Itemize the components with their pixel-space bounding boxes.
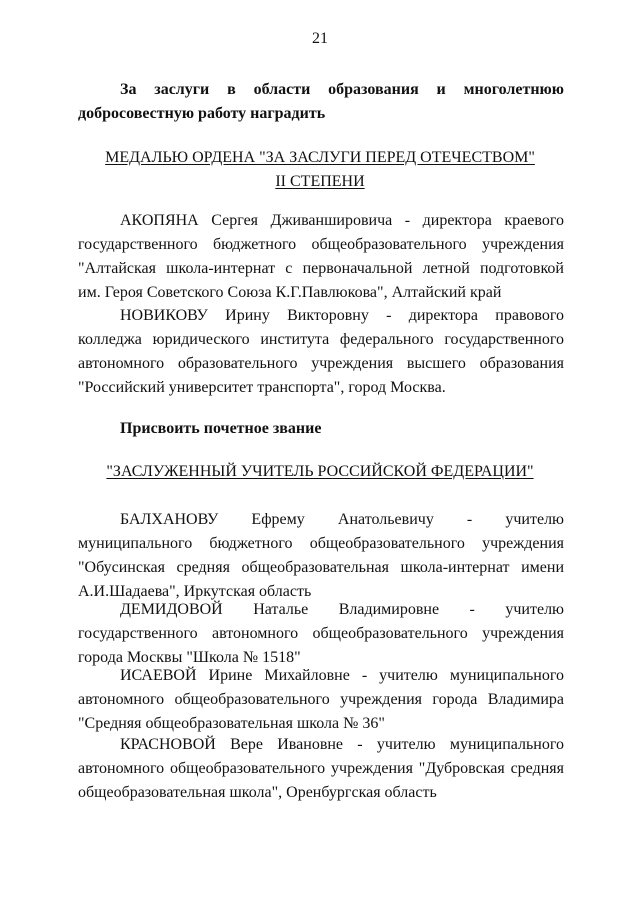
awardee-line: колледжа юридического института федерального государственного [78,331,564,348]
awardee-line: муниципального бюджетного общеобразовательного учреждения [78,535,564,552]
awardee-line: БАЛХАНОВУ Ефрему Анатольевичу - учителю [120,511,564,528]
awardee-line: ИСАЕВОЙ Ирине Михайловне - учителю муниципального [120,667,564,684]
awardee-line: ДЕМИДОВОЙ Наталье Владимировне - учителю [120,601,564,618]
medal-awardee [78,304,564,400]
title-awardee [78,598,564,670]
medal-awardee [78,209,564,305]
awardee-line: КРАСНОВОЙ Вере Ивановне - учителю муниципального [120,736,564,753]
awardee-line: "Средняя общеобразовательная школа № 36" [78,715,385,732]
awardee-line: "Обусинская средняя общеобразовательная школа-интернат имени [78,559,564,576]
awardee-line: общеобразовательная школа", Оренбургская область [78,784,437,801]
medal-heading-line2: II СТЕПЕНИ [275,173,365,190]
awardee-line: государственного автономного общеобразовательного учреждения [78,625,564,642]
awardee-line: автономного общеобразовательного учреждения "Дубровская средняя [78,760,564,777]
awardee-line: "Алтайская школа-интернат с первоначальной летной подготовкой [78,260,564,277]
awardee-line: "Российский университет транспорта", город Москва. [78,379,446,396]
awardee-line: НОВИКОВУ Ирину Викторовну - директора правового [120,307,564,324]
awardee-line: им. Героя Советского Союза К.Г.Павлюкова", Алтайский край [78,284,502,301]
award-intro-line: добросовестную работу наградить [78,105,326,122]
awardee-line: государственного бюджетного общеобразовательного учреждения [78,236,564,253]
page-number: 21 [312,30,328,47]
title-awardee [78,733,564,805]
awardee-line: автономного образовательного учреждения высшего образования [78,355,564,372]
awardee-line: АКОПЯНА Сергея Дживаншировича - директора краевого [120,212,564,229]
title-heading: "ЗАСЛУЖЕННЫЙ УЧИТЕЛЬ РОССИЙСКОЙ ФЕДЕРАЦИИ" [106,463,534,480]
award-intro [78,78,564,126]
title-awardee [78,508,564,604]
awardee-line: автономного общеобразовательного учреждения города Владимира [78,691,564,708]
medal-heading-line1: МЕДАЛЬЮ ОРДЕНА "ЗА ЗАСЛУГИ ПЕРЕД ОТЕЧЕСТВОМ" [105,149,535,166]
title-awardee [78,664,564,736]
title-intro: Присвоить почетное звание [120,420,322,437]
awardee-line: города Москвы "Школа № 1518" [78,649,301,666]
award-intro-line: За заслуги в области образования и многолетнюю [120,81,564,98]
awardee-line: А.И.Шадаева", Иркутская область [78,583,312,600]
